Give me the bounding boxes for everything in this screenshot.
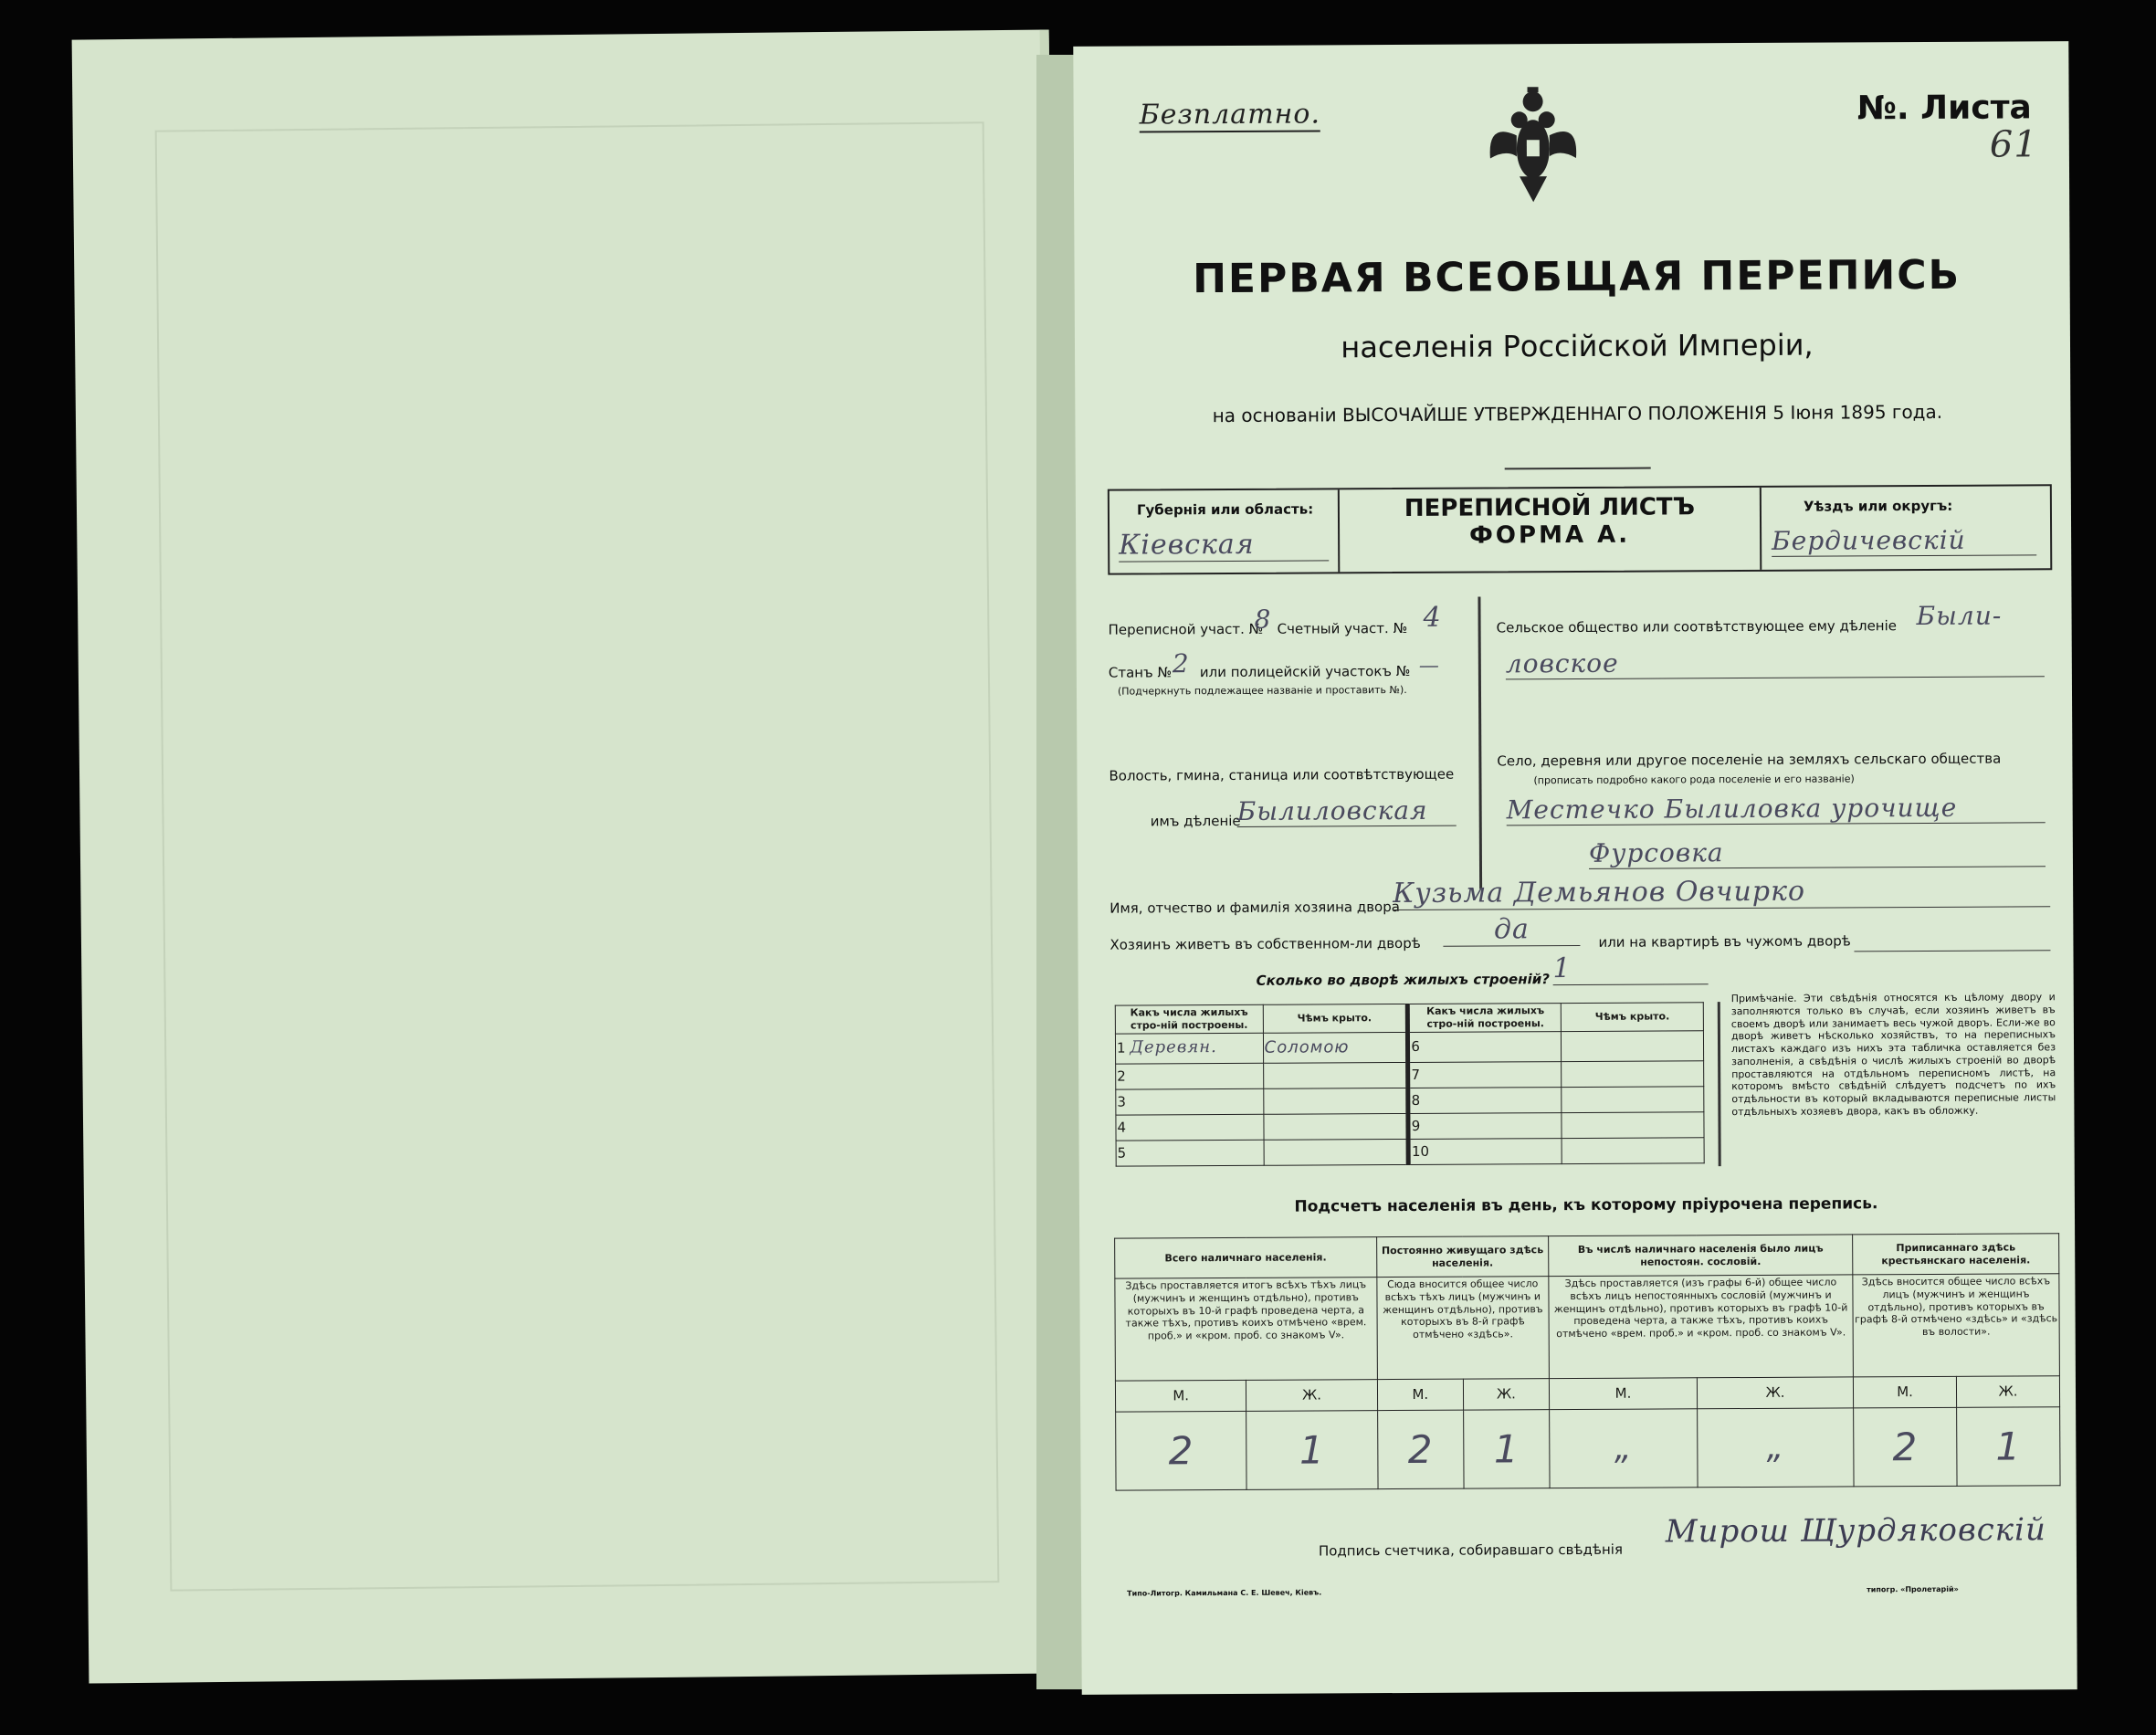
population-heading: Подсчетъ населенія въ день, къ которому пріурочена перепись. [1294, 1194, 1878, 1216]
owner-value: Кузьма Демьянов Овчирко [1393, 874, 2050, 910]
table-row [1116, 1137, 1704, 1165]
uezd-label: Уѣздъ или округъ: [1803, 497, 1953, 515]
village-value-2: Фурсовка [1589, 836, 2046, 869]
volost-label-2: имъ дѣленіе [1150, 812, 1241, 830]
apartment-label: или на квартирѣ въ чужомъ дворѣ [1598, 932, 1851, 951]
imperial-eagle-emblem [1483, 85, 1584, 205]
note-divider [1718, 1002, 1721, 1166]
perepisnoy-value: 8 [1254, 604, 1272, 635]
fields-left [1108, 593, 1466, 887]
zh-header: Ж. [1956, 1376, 2059, 1408]
ornament-divider [1505, 468, 1651, 470]
row-num: 4 [1116, 1114, 1264, 1141]
left-page-frame [155, 121, 1000, 1591]
form-header-box [1108, 484, 2052, 574]
row-num: 8 [1408, 1087, 1562, 1113]
stan-label: Станъ № [1108, 664, 1173, 681]
pop-value: 2 [1854, 1407, 1957, 1487]
pop-col-4-title: Приписаннаго здѣсь крестьянскаго населенія. [1853, 1234, 2059, 1275]
pop-col-3-title: Въ числѣ наличнаго населенія было лицъ непостоян. сословій. [1549, 1235, 1853, 1277]
column-divider [1478, 597, 1482, 889]
census-form-page [1073, 41, 2077, 1695]
pop-col-2-title: Постоянно живущаго здѣсь населенія. [1376, 1236, 1548, 1278]
m-header: М. [1854, 1376, 1957, 1408]
pop-col-3-desc: Здѣсь проставляется (изъ графы 6-й) общее число всѣхъ лицъ непостоянныхъ сословій (мужчинъ и женщинъ отдѣльно), противъ которыхъ въ графѣ 10-й проведена черта, а также тѣхъ, противъ коихъ отмѣчено «врем. проб.» и «кром. проб. со знакомъ V». [1549, 1275, 1854, 1379]
table-row [1116, 1086, 1704, 1114]
form-title-1: ПЕРЕПИСНОЙ ЛИСТЪ [1404, 493, 1696, 522]
table-row [1116, 1407, 2060, 1490]
village-label: Село, деревня или другое поселеніе на земляхъ сельскаго общества [1497, 750, 2002, 770]
village-note: (прописать подробно какого рода поселеніе и его названіе) [1533, 773, 1855, 787]
row-num: 7 [1408, 1061, 1562, 1088]
fields-right [1496, 589, 2055, 884]
society-value-2: ловское [1506, 646, 2045, 679]
roof-value: Соломою [1263, 1032, 1408, 1063]
volost-label: Волость, гмина, станица или соотвѣтствующее [1109, 765, 1455, 784]
footer-left: Типо-Литогр. Камильмана С. Е. Шевеч, Кіевъ. [1127, 1588, 1322, 1598]
row-num: 1 [1116, 1039, 1126, 1057]
uezd-value: Бердичевскій [1772, 524, 2036, 557]
row-num: 5 [1116, 1140, 1264, 1166]
m-header: М. [1115, 1380, 1246, 1412]
stan-note: (Подчеркнуть подлежащее названіе и проставить №). [1117, 683, 1407, 698]
table-row [1115, 1030, 1703, 1063]
population-table [1114, 1233, 2060, 1490]
pop-value: 1 [1246, 1411, 1378, 1490]
society-value-1: Были- [1916, 600, 2003, 632]
table-row [1116, 1111, 1704, 1140]
material-value: Деревян. [1130, 1037, 1217, 1057]
footer-right: типогр. «Пролетарій» [1867, 1584, 1959, 1594]
lives-label: Хозяинъ живетъ въ собственном-ли дворѣ [1110, 934, 1421, 953]
society-label: Сельское общество или соотвѣтствующее ему дѣленіе [1496, 617, 1898, 636]
form-title-2: ФОРМА А. [1469, 520, 1631, 550]
zh-header: Ж. [1697, 1377, 1853, 1409]
perepisnoy-label: Переписной участ. № [1108, 620, 1264, 638]
stan-value: 2 [1172, 648, 1190, 679]
m-header: М. [1377, 1379, 1463, 1410]
row-num: 9 [1408, 1112, 1562, 1139]
sheet-number-label: №. Листа [1856, 89, 2032, 128]
census-subtitle: населенія Россійской Имперіи, [1341, 327, 1814, 365]
bt-col-3: Какъ числа жилыхъ стро-ній построены. [1408, 1004, 1562, 1032]
lives-value: да [1443, 913, 1580, 947]
pop-col-4-desc: Здѣсь вносится общее число всѣхъ лицъ (мужчинъ и женщинъ отдѣльно), противъ которыхъ въ графѣ 8-й отмѣчено «здѣсь» и «здѣсь въ волости». [1853, 1274, 2059, 1377]
row-num: 3 [1116, 1088, 1264, 1115]
gubernia-label: Губернія или область: [1136, 500, 1314, 519]
pop-value: 2 [1377, 1410, 1464, 1488]
buildings-label: Сколько во дворѣ жилыхъ строеній? [1256, 971, 1550, 989]
m-header: М. [1549, 1378, 1697, 1410]
row-num: 2 [1116, 1063, 1264, 1089]
apartment-line [1854, 950, 2050, 952]
schetny-value: 4 [1423, 601, 1442, 634]
bt-col-4: Чѣмъ крыто. [1562, 1003, 1704, 1031]
row-num: 6 [1408, 1031, 1562, 1062]
form-title-cell [1338, 488, 1762, 572]
schetny-label: Счетный участ. № [1277, 619, 1408, 637]
signature-value: Мирош Щурдяковскій [1665, 1511, 2046, 1551]
left-page-blank [72, 29, 1067, 1683]
free-label: Безплатно. [1139, 98, 1321, 131]
pop-value: 1 [1463, 1410, 1550, 1488]
pop-value: „ [1550, 1409, 1698, 1488]
police-value: — [1418, 654, 1440, 678]
zh-header: Ж. [1463, 1379, 1549, 1410]
sheet-number-handwritten: 61 [1989, 123, 2038, 166]
table-row [1116, 1060, 1704, 1088]
census-title: ПЕРВАЯ ВСЕОБЩАЯ ПЕРЕПИСЬ [1192, 251, 1961, 303]
buildings-value: 1 [1552, 952, 1708, 985]
signature-label: Подпись счетчика, собиравшаго свѣдѣнія [1318, 1540, 1624, 1560]
gubernia-value: Кіевская [1119, 528, 1329, 562]
village-value-1: Местечко Былиловка урочище [1507, 792, 2046, 825]
row-num: 10 [1408, 1138, 1562, 1164]
zh-header: Ж. [1246, 1380, 1378, 1412]
owner-label: Имя, отчество и фамилія хозяина двора [1110, 899, 1400, 917]
pop-col-1-desc: Здѣсь проставляется итогъ всѣхъ тѣхъ лицъ (мужчинъ и женщинъ отдѣльно), противъ которыхъ въ 10-й графѣ проведена черта, а также тѣхъ, противъ коихъ отмѣчено «врем. проб.» и «кром. проб. со знакомъ V». [1115, 1278, 1377, 1381]
note-text: Примѣчаніе. Эти свѣдѣнія относятся къ цѣлому двору и заполняются только въ случаѣ, если хозяинъ живетъ въ своемъ дворѣ или занимаетъ весь чужой дворъ. Если-же во дворѣ живетъ нѣсколько хозяйствъ, то на переписныхъ листахъ каждаго изъ нихъ эта табличка оставляется без заполненія, а свѣдѣнія о числѣ жилыхъ строеній во дворѣ проставляются на отдѣльномъ переписномъ листѣ, на которомъ вмѣсто свѣдѣній слѣдуетъ подсчетъ по ихъ отдѣльности въ который вкладываются переписные листы отдѣльныхъ хозяевъ двора, какъ въ обложку. [1730, 991, 2056, 1118]
pop-col-2-desc: Сюда вносится общее число всѣхъ тѣхъ лицъ (мужчинъ и женщинъ отдѣльно), противъ которыхъ въ 8-й графѣ отмѣчено «здѣсь». [1377, 1277, 1550, 1380]
police-label: или полицейскій участокъ № [1199, 662, 1411, 681]
pop-value: „ [1698, 1408, 1855, 1488]
census-basis: на основаніи ВЫСОЧАЙШЕ УТВЕРЖДЕННАГО ПОЛОЖЕНІЯ 5 Іюня 1895 года. [1212, 400, 1943, 427]
bt-col-1: Какъ числа жилыхъ стро-ній построены. [1115, 1004, 1263, 1033]
buildings-table [1115, 1002, 1705, 1166]
pop-col-1-title: Всего наличнаго населенія. [1115, 1237, 1377, 1279]
bt-col-2: Чѣмъ крыто. [1263, 1004, 1408, 1032]
volost-value: Былиловская [1237, 795, 1457, 827]
pop-value: 1 [1957, 1407, 2060, 1487]
pop-value: 2 [1116, 1411, 1247, 1490]
